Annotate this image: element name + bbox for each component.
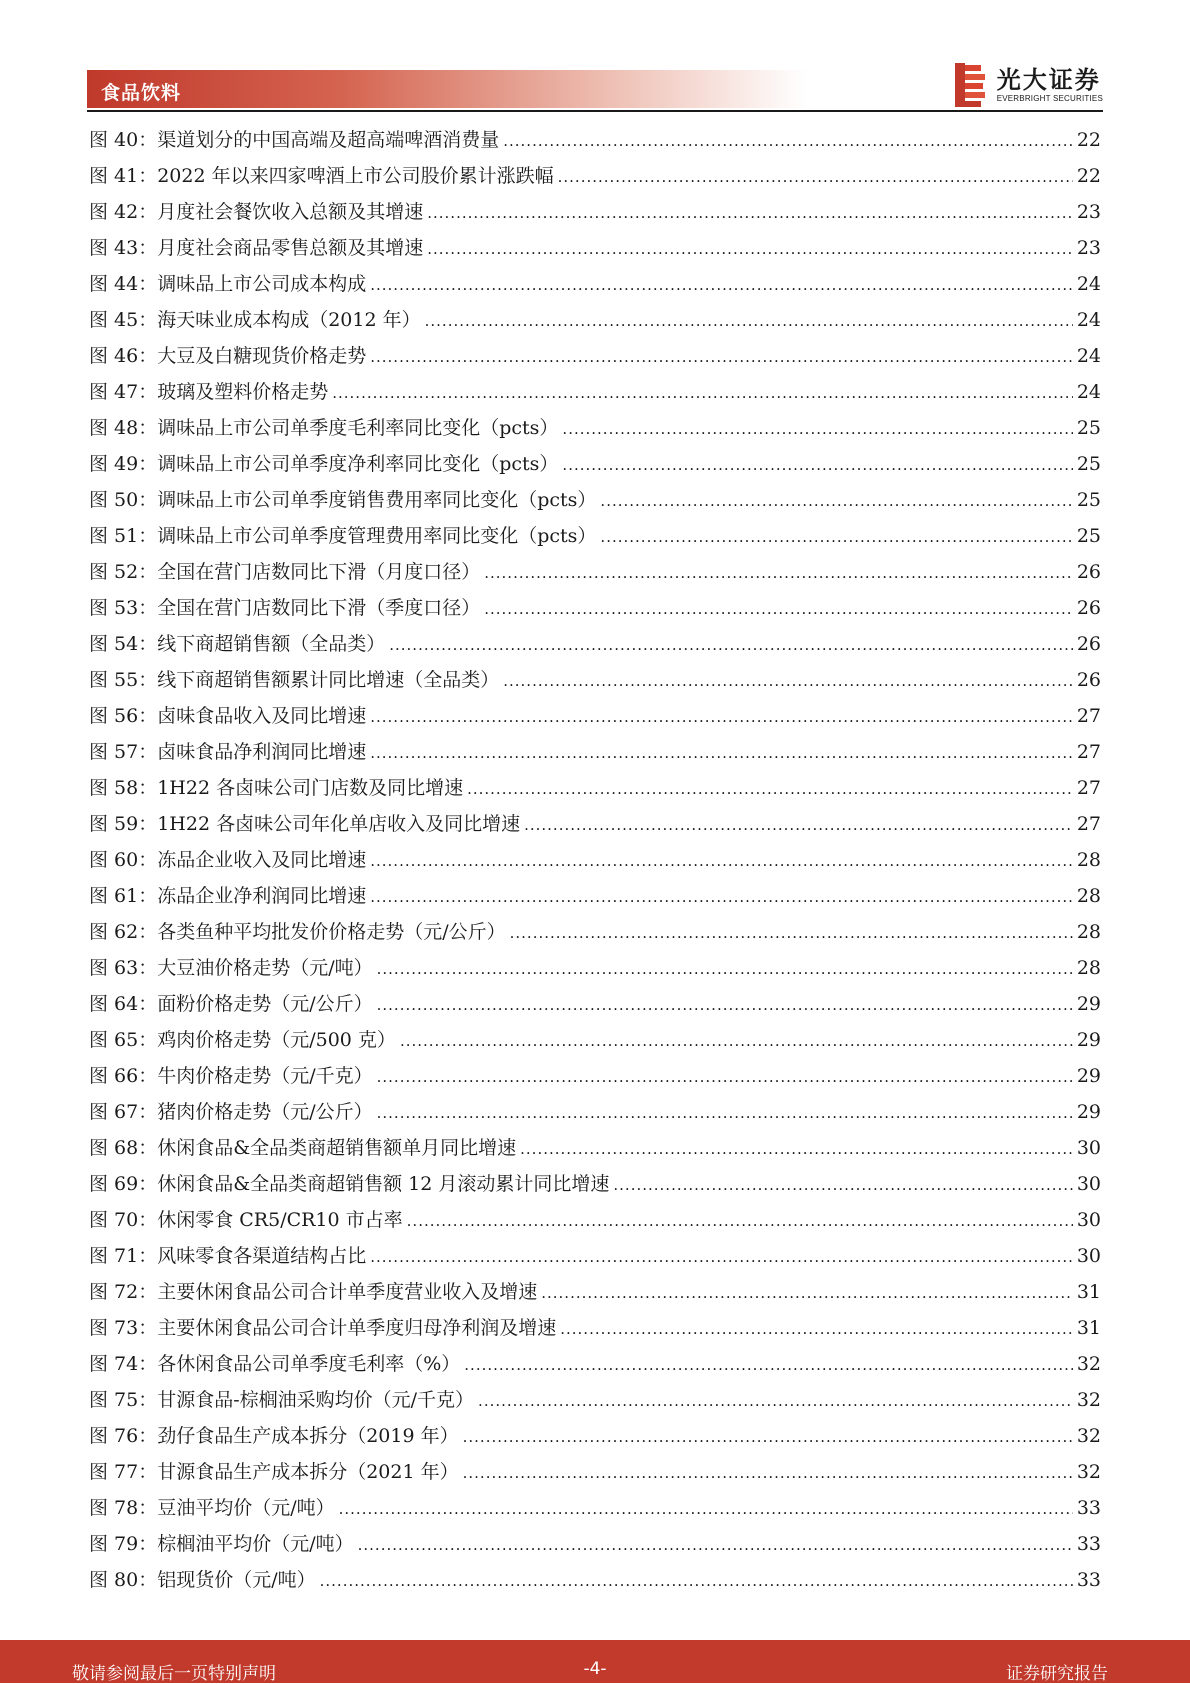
toc-entry-label <box>89 158 554 194</box>
toc-dot-leader <box>407 1203 1073 1239</box>
toc-dot-leader <box>484 555 1073 591</box>
toc-entry-label <box>89 950 373 986</box>
toc-entry-label <box>89 1022 396 1058</box>
toc-figure-title: 1H22 各卤味公司年化单店收入及同比增速 <box>157 813 521 835</box>
toc-page-number: 26 <box>1076 597 1101 619</box>
page-header <box>87 66 1103 110</box>
toc-entry[interactable] <box>89 446 1101 482</box>
toc-page-number: 27 <box>1076 705 1101 727</box>
toc-page-number: 33 <box>1076 1533 1101 1555</box>
toc-entry[interactable] <box>89 482 1101 518</box>
toc-page-number: 24 <box>1076 309 1101 331</box>
toc-figure-number: 图 50： <box>89 489 158 511</box>
toc-entry-label <box>89 986 373 1022</box>
toc-entry-label <box>89 1490 335 1526</box>
toc-page-number: 26 <box>1076 561 1101 583</box>
toc-figure-number: 图 56： <box>89 705 158 727</box>
toc-figure-number: 图 80： <box>89 1569 158 1591</box>
toc-figure-title: 棕榈油平均价（元/吨） <box>157 1533 354 1555</box>
toc-entry[interactable] <box>89 1418 1101 1454</box>
toc-figure-number: 图 76： <box>89 1425 158 1447</box>
header-divider <box>87 110 1103 112</box>
toc-dot-leader <box>560 1311 1073 1347</box>
toc-figure-title: 线下商超销售额（全品类） <box>157 633 386 655</box>
toc-figure-title: 1H22 各卤味公司门店数及同比增速 <box>157 777 464 799</box>
toc-figure-title: 月度社会商品零售总额及其增速 <box>157 237 424 259</box>
toc-figure-number: 图 51： <box>89 525 158 547</box>
toc-entry[interactable] <box>89 662 1101 698</box>
toc-entry[interactable] <box>89 518 1101 554</box>
toc-entry-label <box>89 1310 556 1346</box>
toc-figure-title: 月度社会餐饮收入总额及其增速 <box>157 201 424 223</box>
toc-page-number: 30 <box>1076 1245 1101 1267</box>
toc-entry-label <box>89 590 480 626</box>
toc-dot-leader <box>524 807 1073 843</box>
toc-entry[interactable] <box>89 950 1101 986</box>
toc-figure-title: 大豆及白糖现货价格走势 <box>157 345 367 367</box>
toc-page-number: 25 <box>1076 525 1101 547</box>
toc-figure-title: 调味品上市公司单季度毛利率同比变化（pcts） <box>157 417 559 439</box>
brand-name-en: EVERBRIGHT SECURITIES <box>996 94 1103 103</box>
toc-figure-number: 图 59： <box>89 813 158 835</box>
toc-page-number: 32 <box>1076 1389 1101 1411</box>
toc-entry[interactable] <box>89 1562 1101 1598</box>
toc-entry-label <box>89 1382 474 1418</box>
toc-entry[interactable] <box>89 770 1101 806</box>
toc-figure-title: 面粉价格走势（元/公斤） <box>157 993 373 1015</box>
toc-figure-number: 图 41： <box>89 165 158 187</box>
toc-entry-label <box>89 266 366 302</box>
toc-dot-leader <box>478 1383 1073 1419</box>
toc-entry-label <box>89 734 366 770</box>
toc-page-number: 32 <box>1076 1425 1101 1447</box>
toc-entry[interactable] <box>89 698 1101 734</box>
toc-page-number: 28 <box>1076 885 1101 907</box>
toc-dot-leader <box>541 1275 1073 1311</box>
report-type: 证券研究报告 <box>1006 1664 1108 1684</box>
toc-entry[interactable] <box>89 1022 1101 1058</box>
toc-page-number: 31 <box>1076 1317 1101 1339</box>
toc-page-number: 33 <box>1076 1497 1101 1519</box>
toc-figure-number: 图 55： <box>89 669 158 691</box>
brand-text <box>997 66 1103 104</box>
toc-figure-title: 全国在营门店数同比下滑（季度口径） <box>157 597 481 619</box>
toc-figure-number: 图 52： <box>89 561 158 583</box>
toc-page-number: 26 <box>1076 669 1101 691</box>
toc-entry[interactable] <box>89 1166 1101 1202</box>
toc-dot-leader <box>558 159 1073 195</box>
toc-page-number: 23 <box>1076 201 1101 223</box>
toc-figure-number: 图 75： <box>89 1389 158 1411</box>
toc-dot-leader <box>320 1563 1073 1599</box>
toc-figure-title: 豆油平均价（元/吨） <box>157 1497 335 1519</box>
toc-page-number: 29 <box>1076 993 1101 1015</box>
toc-entry[interactable] <box>89 806 1101 842</box>
toc-entry-label <box>89 518 596 554</box>
toc-dot-leader <box>370 735 1073 771</box>
toc-dot-leader <box>339 1491 1073 1527</box>
toc-figure-number: 图 61： <box>89 885 158 907</box>
toc-dot-leader <box>503 663 1073 699</box>
toc-page-number: 27 <box>1076 741 1101 763</box>
toc-page-number: 30 <box>1076 1137 1101 1159</box>
toc-entry[interactable] <box>89 194 1101 230</box>
toc-dot-leader <box>370 843 1073 879</box>
toc-figure-number: 图 64： <box>89 993 158 1015</box>
toc-figure-title: 玻璃及塑料价格走势 <box>157 381 329 403</box>
toc-dot-leader <box>562 411 1072 447</box>
toc-figure-number: 图 40： <box>89 129 158 151</box>
toc-entry-label <box>89 1238 366 1274</box>
toc-page-number: 28 <box>1076 921 1101 943</box>
toc-figure-number: 图 68： <box>89 1137 158 1159</box>
toc-figure-title: 各类鱼种平均批发价价格走势（元/公斤） <box>157 921 506 943</box>
toc-figure-number: 图 58： <box>89 777 158 799</box>
toc-page-number: 33 <box>1076 1569 1101 1591</box>
toc-dot-leader <box>484 591 1073 627</box>
toc-figure-number: 图 67： <box>89 1101 158 1123</box>
toc-page-number: 29 <box>1076 1029 1101 1051</box>
toc-figure-title: 线下商超销售额累计同比增速（全品类） <box>157 669 500 691</box>
toc-dot-leader <box>425 303 1073 339</box>
toc-entry[interactable] <box>89 554 1101 590</box>
toc-page-number: 22 <box>1076 129 1101 151</box>
toc-page-number: 28 <box>1076 957 1101 979</box>
toc-dot-leader <box>389 627 1073 663</box>
toc-page-number: 25 <box>1076 489 1101 511</box>
toc-dot-leader <box>467 771 1073 807</box>
toc-figure-number: 图 47： <box>89 381 158 403</box>
toc-figure-number: 图 45： <box>89 309 158 331</box>
footer-disclaimer: 敬请参阅最后一页特别声明 <box>72 1664 276 1684</box>
toc-entry-label <box>89 446 558 482</box>
toc-figure-title: 调味品上市公司成本构成 <box>157 273 367 295</box>
toc-figure-title: 铝现货价（元/吨） <box>157 1569 316 1591</box>
toc-page-number: 29 <box>1076 1065 1101 1087</box>
toc-entry-label <box>89 1274 537 1310</box>
toc-page-number: 25 <box>1076 453 1101 475</box>
toc-entry-label <box>89 878 366 914</box>
header-band <box>87 70 807 108</box>
toc-figure-number: 图 71： <box>89 1245 158 1267</box>
toc-figure-number: 图 79： <box>89 1533 158 1555</box>
toc-dot-leader <box>520 1131 1073 1167</box>
toc-dot-leader <box>464 1347 1073 1383</box>
toc-dot-leader <box>370 1239 1073 1275</box>
section-title: 食品饮料 <box>101 82 182 104</box>
toc-figure-title: 甘源食品生产成本拆分（2021 年） <box>157 1461 459 1483</box>
toc-dot-leader <box>427 195 1073 231</box>
toc-entry[interactable] <box>89 302 1101 338</box>
toc-entry-label <box>89 374 328 410</box>
toc-figure-title: 主要休闲食品公司合计单季度归母净利润及增速 <box>157 1317 557 1339</box>
toc-figure-title: 2022 年以来四家啤酒上市公司股价累计涨跌幅 <box>157 165 554 187</box>
toc-page-number: 27 <box>1076 813 1101 835</box>
toc-entry-label <box>89 842 366 878</box>
toc-entry-label <box>89 1166 609 1202</box>
toc-figure-title: 猪肉价格走势（元/公斤） <box>157 1101 373 1123</box>
toc-page-number: 24 <box>1076 273 1101 295</box>
toc-dot-leader <box>427 231 1073 267</box>
toc-dot-leader <box>463 1419 1073 1455</box>
toc-figure-number: 图 57： <box>89 741 158 763</box>
toc-figure-title: 冻品企业净利润同比增速 <box>157 885 367 907</box>
brand-name-cn: 光大证券 <box>996 66 1101 94</box>
toc-entry[interactable] <box>89 986 1101 1022</box>
toc-entry-label <box>89 1454 459 1490</box>
toc-entry[interactable] <box>89 338 1101 374</box>
toc-figure-title: 冻品企业收入及同比增速 <box>157 849 367 871</box>
toc-page-number: 22 <box>1076 165 1101 187</box>
toc-entry-label <box>89 554 480 590</box>
toc-dot-leader <box>377 951 1073 987</box>
brand-logo-icon <box>955 63 985 107</box>
toc-entry-label <box>89 1202 403 1238</box>
page-footer <box>0 1640 1190 1683</box>
toc-entry[interactable] <box>89 410 1101 446</box>
toc-figure-number: 图 54： <box>89 633 158 655</box>
toc-figure-title: 大豆油价格走势（元/吨） <box>157 957 373 979</box>
toc-figure-number: 图 74： <box>89 1353 158 1375</box>
toc-figure-number: 图 42： <box>89 201 158 223</box>
toc-figure-number: 图 70： <box>89 1209 158 1231</box>
toc-dot-leader <box>600 519 1072 555</box>
toc-figure-number: 图 72： <box>89 1281 158 1303</box>
toc-figure-title: 休闲食品&全品类商超销售额单月同比增速 <box>157 1137 517 1159</box>
toc-figure-number: 图 53： <box>89 597 158 619</box>
toc-entry[interactable] <box>89 374 1101 410</box>
toc-figure-number: 图 78： <box>89 1497 158 1519</box>
toc-entry[interactable] <box>89 1094 1101 1130</box>
toc-figure-number: 图 66： <box>89 1065 158 1087</box>
toc-figure-title: 甘源食品-棕榈油采购均价（元/千克） <box>157 1389 475 1411</box>
toc-figure-title: 牛肉价格走势（元/千克） <box>157 1065 373 1087</box>
toc-entry-label <box>89 1346 460 1382</box>
toc-figure-number: 图 65： <box>89 1029 158 1051</box>
toc-dot-leader <box>377 987 1073 1023</box>
toc-entry-label <box>89 626 385 662</box>
toc-figure-title: 休闲食品&全品类商超销售额 12 月滚动累计同比增速 <box>157 1173 610 1195</box>
toc-entry[interactable] <box>89 626 1101 662</box>
toc-figure-title: 鸡肉价格走势（元/500 克） <box>157 1029 396 1051</box>
toc-dot-leader <box>463 1455 1073 1491</box>
toc-figure-title: 海天味业成本构成（2012 年） <box>157 309 421 331</box>
toc-figure-number: 图 73： <box>89 1317 158 1339</box>
toc-page-number: 30 <box>1076 1209 1101 1231</box>
toc-page-number: 24 <box>1076 345 1101 367</box>
toc-entry-label <box>89 1526 354 1562</box>
toc-entry-label <box>89 410 558 446</box>
toc-dot-leader <box>332 375 1073 411</box>
toc-figure-title: 风味零食各渠道结构占比 <box>157 1245 367 1267</box>
toc-entry[interactable] <box>89 266 1101 302</box>
toc-entry[interactable] <box>89 1238 1101 1274</box>
toc-figure-number: 图 48： <box>89 417 158 439</box>
toc-page-number: 28 <box>1076 849 1101 871</box>
toc-page-number: 30 <box>1076 1173 1101 1195</box>
toc-entry[interactable] <box>89 1310 1101 1346</box>
toc-figure-title: 调味品上市公司单季度销售费用率同比变化（pcts） <box>157 489 597 511</box>
toc-dot-leader <box>562 447 1072 483</box>
toc-entry[interactable] <box>89 1382 1101 1418</box>
toc-figure-number: 图 63： <box>89 957 158 979</box>
toc-figure-title: 调味品上市公司单季度净利率同比变化（pcts） <box>157 453 559 475</box>
toc-dot-leader <box>377 1095 1073 1131</box>
page-number: -4- <box>583 1659 607 1679</box>
toc-figure-number: 图 60： <box>89 849 158 871</box>
toc-dot-leader <box>600 483 1072 519</box>
toc-page-number: 24 <box>1076 381 1101 403</box>
toc-page-number: 26 <box>1076 633 1101 655</box>
toc-figure-number: 图 69： <box>89 1173 158 1195</box>
toc-dot-leader <box>377 1059 1073 1095</box>
toc-figure-number: 图 62： <box>89 921 158 943</box>
toc-entry[interactable] <box>89 1526 1101 1562</box>
toc-entry-label <box>89 1094 373 1130</box>
toc-figure-title: 休闲零食 CR5/CR10 市占率 <box>157 1209 403 1231</box>
toc-figure-number: 图 77： <box>89 1461 158 1483</box>
toc-figure-title: 卤味食品收入及同比增速 <box>157 705 367 727</box>
toc-entry[interactable] <box>89 1202 1101 1238</box>
toc-entry-label <box>89 662 499 698</box>
toc-entry[interactable] <box>89 122 1101 158</box>
toc-dot-leader <box>613 1167 1072 1203</box>
toc-figure-title: 劲仔食品生产成本拆分（2019 年） <box>157 1425 459 1447</box>
toc-figure-title: 主要休闲食品公司合计单季度营业收入及增速 <box>157 1281 538 1303</box>
toc-entry-label <box>89 230 423 266</box>
toc-dot-leader <box>358 1527 1073 1563</box>
toc-figure-title: 各休闲食品公司单季度毛利率（%） <box>157 1353 461 1375</box>
toc-entry[interactable] <box>89 158 1101 194</box>
toc-entry-label <box>89 914 506 950</box>
toc-entry[interactable] <box>89 1490 1101 1526</box>
toc-entry[interactable] <box>89 230 1101 266</box>
toc-dot-leader <box>400 1023 1073 1059</box>
toc-entry[interactable] <box>89 1346 1101 1382</box>
toc-entry[interactable] <box>89 1130 1101 1166</box>
toc-page-number: 23 <box>1076 237 1101 259</box>
toc-dot-leader <box>370 879 1073 915</box>
toc-dot-leader <box>510 915 1073 951</box>
toc-entry-label <box>89 482 596 518</box>
toc-entry[interactable] <box>89 1454 1101 1490</box>
toc-entry-label <box>89 1058 373 1094</box>
toc-entry-label <box>89 194 423 230</box>
toc-dot-leader <box>370 267 1073 303</box>
toc-entry-label <box>89 698 366 734</box>
toc-entry-label <box>89 338 366 374</box>
toc-entry[interactable] <box>89 1058 1101 1094</box>
toc-page-number: 31 <box>1076 1281 1101 1303</box>
toc-entry[interactable] <box>89 590 1101 626</box>
brand <box>955 62 1103 108</box>
toc-entry[interactable] <box>89 878 1101 914</box>
toc-entry-label <box>89 1418 459 1454</box>
toc-entry-label <box>89 1562 316 1598</box>
toc-entry-label <box>89 122 499 158</box>
toc-dot-leader <box>370 339 1073 375</box>
toc-page-number: 29 <box>1076 1101 1101 1123</box>
toc-entry[interactable] <box>89 1274 1101 1310</box>
toc-figure-number: 图 49： <box>89 453 158 475</box>
toc-entry[interactable] <box>89 842 1101 878</box>
toc-page-number: 32 <box>1076 1461 1101 1483</box>
toc-entry[interactable] <box>89 914 1101 950</box>
toc-page-number: 25 <box>1076 417 1101 439</box>
figure-toc-list <box>89 122 1101 1598</box>
toc-entry-label <box>89 1130 516 1166</box>
toc-figure-title: 渠道划分的中国高端及超高端啤酒消费量 <box>157 129 500 151</box>
toc-entry-label <box>89 770 463 806</box>
toc-figure-number: 图 43： <box>89 237 158 259</box>
toc-entry-label <box>89 302 421 338</box>
toc-figure-number: 图 46： <box>89 345 158 367</box>
toc-entry-label <box>89 806 520 842</box>
toc-page-number: 32 <box>1076 1353 1101 1375</box>
toc-figure-title: 卤味食品净利润同比增速 <box>157 741 367 763</box>
toc-figure-title: 调味品上市公司单季度管理费用率同比变化（pcts） <box>157 525 597 547</box>
toc-figure-title: 全国在营门店数同比下滑（月度口径） <box>157 561 481 583</box>
toc-entry[interactable] <box>89 734 1101 770</box>
toc-figure-number: 图 44： <box>89 273 158 295</box>
toc-dot-leader <box>503 123 1073 159</box>
toc-page-number: 27 <box>1076 777 1101 799</box>
toc-dot-leader <box>370 699 1073 735</box>
